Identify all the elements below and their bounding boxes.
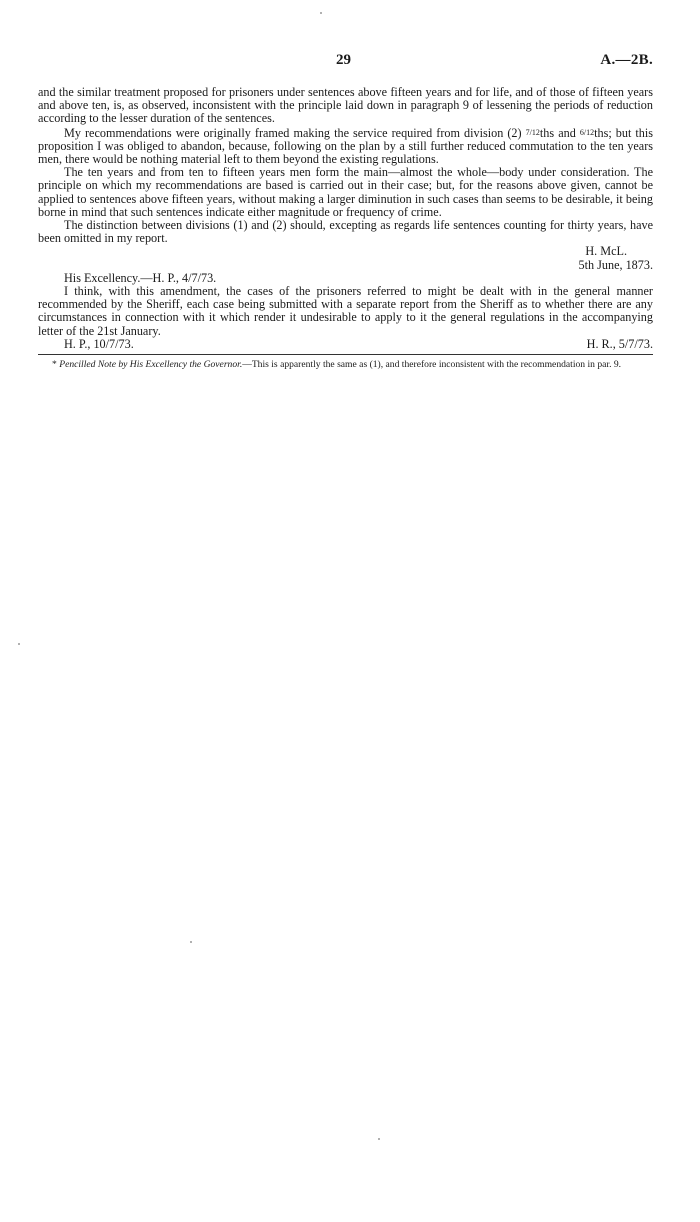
document-reference: A.—2B. [600, 52, 653, 68]
paragraph-2 [38, 126, 653, 167]
fraction-seven-twelfths: 7/12 [525, 127, 540, 137]
footnote-divider [38, 354, 653, 355]
fraction-six-twelfths: 6/12 [579, 127, 595, 137]
document-page [38, 0, 653, 370]
footnote-text: —This is apparently the same as (1), and therefore inconsistent with the recommendation in par. 9. [242, 359, 622, 371]
memo-left-signature: H. P., 10/7/73. [64, 336, 134, 351]
memo-address: His Excellency.—H. P., 4/7/73. [64, 270, 217, 285]
scan-speck [378, 1138, 380, 1140]
memo-signatures [38, 338, 653, 351]
scan-speck [320, 12, 322, 14]
paragraph-1: and the similar treatment proposed for prisoners under sentences above fifteen years and for life, and of those of fifteen years and above ten, is, as observed, inconsistent with the principle laid down in paragraph 9 of lessening the periods of reduction according to the lesser duration of the sentences. [38, 85, 653, 126]
scan-speck [18, 643, 20, 645]
signature-initials: H. McL. [585, 244, 627, 259]
scan-speck [190, 941, 192, 943]
page-number: 29 [336, 52, 351, 68]
footnote-marker: * [52, 359, 57, 371]
memo-right-signature: H. R., 5/7/73. [586, 336, 653, 351]
body-text [38, 86, 653, 351]
footnote [38, 359, 653, 370]
signature-date: 5th June, 1873. [578, 257, 653, 272]
footnote-label: Pencilled Note by His Excellency the Governor. [59, 359, 243, 371]
paragraph-4: The distinction between divisions (1) and (2) should, excepting as regards life sentences counting for thirty years, have been omitted in my report. [38, 218, 653, 246]
paragraph-2-part-b: ths and [539, 125, 576, 140]
paragraph-2-part-a: My recommendations were originally framed making the service required from division (2) [64, 125, 522, 140]
paragraph-3: The ten years and from ten to fifteen years men form the main—almost the whole—body under consideration. The principle on which my recommendations are based is carried out in their case; but, for the reasons above given, cannot be applied to sentences above fifteen years, without making a larger diminution in such cases than seems to be desirable, it being borne in mind that such sentences indicate either magnitude or frequency of crime. [38, 165, 653, 219]
page-header [38, 0, 653, 80]
paragraph-2-part-c: ths; but this proposition I was obliged to abandon, because, following on the plan by a still further reduced commutation to the ten years men, there would be nothing material left to them beyond the existing regulations. [38, 125, 654, 167]
memo-text: I think, with this amendment, the cases of the prisoners referred to might be dealt with in the general manner recommended by the Sheriff, each case being submitted with a separate report from the Sheriff as to whether there are any circumstances in connection with it which render it undesirable to apply to it the general regulations in the accompanying letter of the 21st January. [38, 284, 653, 338]
